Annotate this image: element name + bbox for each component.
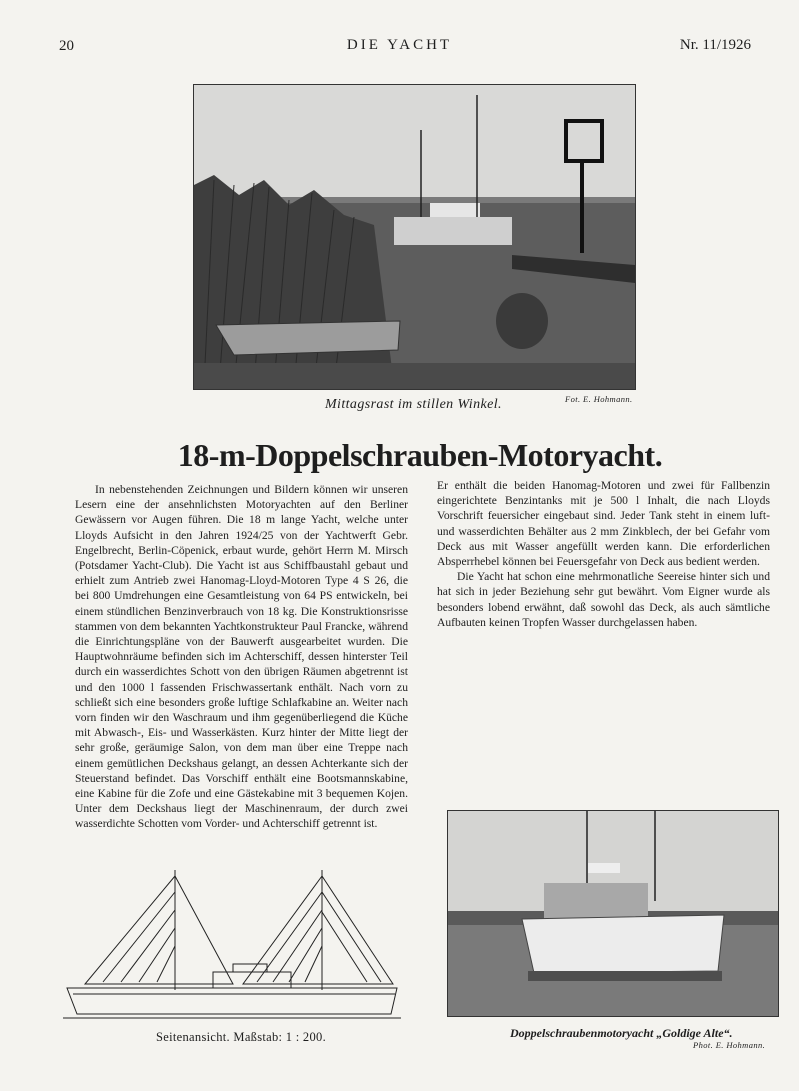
side-elevation-drawing xyxy=(63,862,401,1024)
top-photo-caption: Mittagsrast im stillen Winkel. xyxy=(325,397,502,412)
right-paragraph-1: Er enthält die beiden Hanomag-Motoren und zwei für Fallbenzin eingerichtete Benzintanks mit je 500 l Inhalt, die nach Lloyds Vorschrift feuersicher eingebaut sind. Jeder Tank steht in einem luft- und wasserdichten Behälter aus 2 mm Zinkblech, der bei Gefahr vom Deck aus mit Wasser angefüllt werden kann. Die erforderlichen Absperrhebel können bei Feuersgefahr von Deck aus bedient werden. xyxy=(437,479,770,569)
drawing-caption: Seitenansicht. Maßstab: 1 : 200. xyxy=(156,1030,326,1044)
running-title: DIE YACHT xyxy=(346,37,453,53)
page-number: 20 xyxy=(59,38,74,54)
right-paragraph-2: Die Yacht hat schon eine mehrmonatliche Seereise hinter sich und hat sich in jeder Beziehung sehr gut bewährt. Vom Eigner wurde als besonders lobend erwähnt, daß sowohl das Deck, als auch sämtliche Aufbauten keinen Tropfen Wasser durchgelassen haben. xyxy=(437,570,770,629)
top-photo xyxy=(193,84,636,390)
left-column-text: In nebenstehenden Zeichnungen und Bildern können wir unseren Lesern eine der ansehnlichsten Motoryachten auf den Berliner Gewässern vor Augen führen. Die 18 m lange Yacht, welche unter Lloyds Aufsicht in den Jahren 1924/25 von der Yachtwerft Gebr. Engelbrecht, Berlin-Cöpenick, erbaut wurde, gehört Herrn M. Mirsch (Potsdamer Yacht-Club). Die Yacht ist aus Schiffbaustahl gebaut und erhielt zum Antrieb zwei Hanomag-Lloyd-Motoren Type 4 S 26, die bei 800 Umdrehungen eine Gesamtleistung von 64 PS entwickeln, bei einem stündlichen Benzinverbrauch von 18 kg. Die Konstruktionsrisse stammen von dem bekannten Yachtkonstrukteur Paul Francke, während die Einrichtungspläne von der Bauwerft ausgearbeitet wurden. Die Hauptwohnräume befinden sich im Achterschiff, dessen hinterster Teil durch ein wasserdichtes Schott von den übrigen Räumen abgetrennt ist und den 1000 l fassenden Frischwassertank enthält. Nach vorn zu schließt sich eine besonders große luftige Schlafkabine an. Weiter nach vorn finden wir den Waschraum und ihm gegenüberliegend die Küche mit Abwasch-, Eis- und Wasserkästen. Kurz hinter der Mitte liegt der sehr große, geräumige Salon, von dem man über eine Treppe nach einem gemütlichen Deckshaus gelangt, an dessen Achterkante sich der Steuerstand befindet. Das Vorschiff enthält eine Bootsmannskabine, eine Kabine für die Zofe und eine Gästekabine mit 3 bequemen Kojen. Unter dem Deckshaus liegt der Maschinenraum, der durch zwei wasserdichte Schotten vom Vorder- und Achterschiff getrennt ist. xyxy=(75,483,408,831)
bottom-photo-caption: Doppelschraubenmotoryacht „Goldige Alte“. xyxy=(510,1026,733,1040)
bottom-photo-credit: Phot. E. Hohmann. xyxy=(693,1040,766,1050)
issue-number: Nr. 11/1926 xyxy=(679,37,751,53)
article-headline: 18-m-Doppelschrauben-Motoryacht. xyxy=(177,437,663,473)
article-left-column xyxy=(75,482,408,832)
bottom-photo xyxy=(447,810,779,1017)
article-right-column xyxy=(437,478,770,630)
top-photo-credit: Fot. E. Hohmann. xyxy=(565,394,633,404)
